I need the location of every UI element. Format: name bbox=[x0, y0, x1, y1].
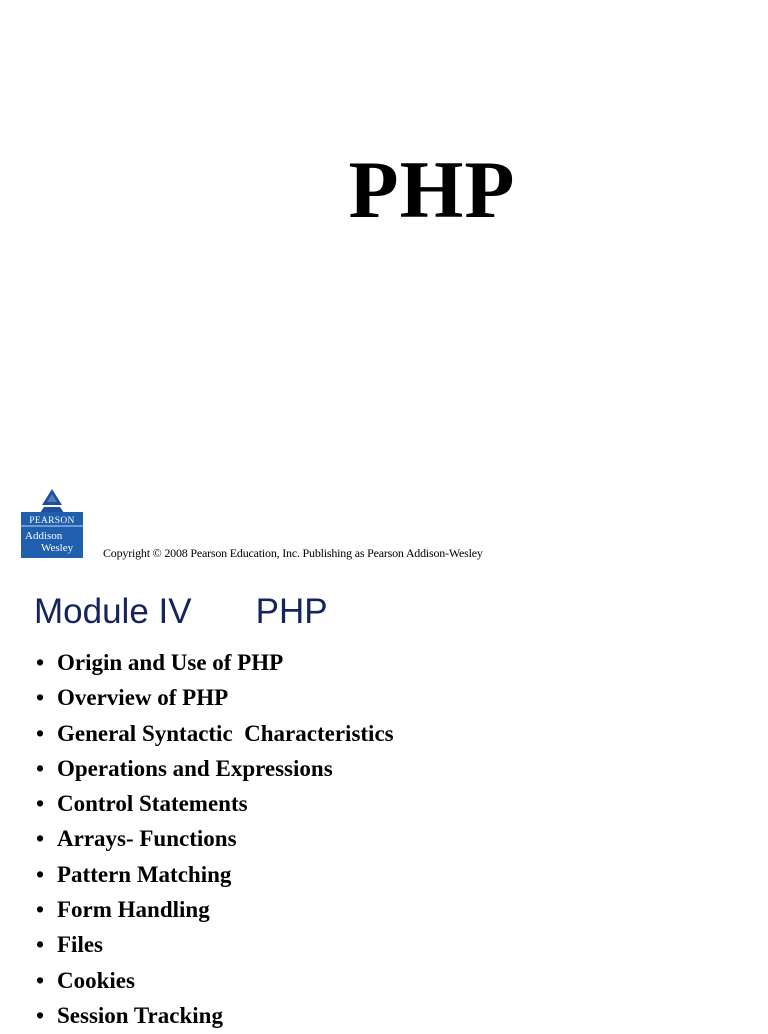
bullet-icon: • bbox=[36, 685, 45, 711]
bullet-icon: • bbox=[36, 720, 45, 746]
list-item: • General Syntactic Characteristics bbox=[36, 717, 394, 752]
bullet-icon: • bbox=[36, 932, 45, 958]
topic-list bbox=[36, 646, 394, 1034]
list-item: • Control Statements bbox=[36, 787, 394, 822]
list-item: • Arrays- Functions bbox=[36, 822, 394, 857]
list-item: • Origin and Use of PHP bbox=[36, 646, 394, 681]
bullet-icon: • bbox=[36, 650, 45, 675]
list-item: • Session Tracking bbox=[36, 999, 394, 1034]
bullet-icon: • bbox=[36, 791, 45, 817]
copyright-notice: Copyright © 2008 Pearson Education, Inc. Publishing as Pearson Addison-Wesley bbox=[103, 546, 483, 560]
pearson-logo bbox=[21, 488, 83, 558]
logo-line1: Addison bbox=[25, 530, 63, 542]
list-item: • Operations and Expressions bbox=[36, 752, 394, 787]
bullet-icon: • bbox=[36, 897, 45, 923]
logo-brand: PEARSON bbox=[29, 516, 75, 526]
bullet-icon: • bbox=[36, 755, 45, 781]
list-item: • Pattern Matching bbox=[36, 858, 394, 893]
module-topic: PHP bbox=[255, 592, 328, 631]
list-item: • Cookies bbox=[36, 964, 394, 999]
list-item: • Form Handling bbox=[36, 893, 394, 928]
list-item: • Files bbox=[36, 928, 394, 963]
module-number: Module IV bbox=[34, 592, 192, 631]
slide-title: PHP bbox=[348, 144, 516, 235]
logo-line2: Wesley bbox=[41, 542, 74, 554]
bullet-icon: • bbox=[36, 861, 45, 887]
bullet-icon: • bbox=[36, 1002, 45, 1028]
bullet-icon: • bbox=[36, 967, 45, 993]
list-item: • Overview of PHP bbox=[36, 681, 394, 716]
module-heading bbox=[34, 590, 328, 634]
bullet-icon: • bbox=[36, 826, 45, 852]
